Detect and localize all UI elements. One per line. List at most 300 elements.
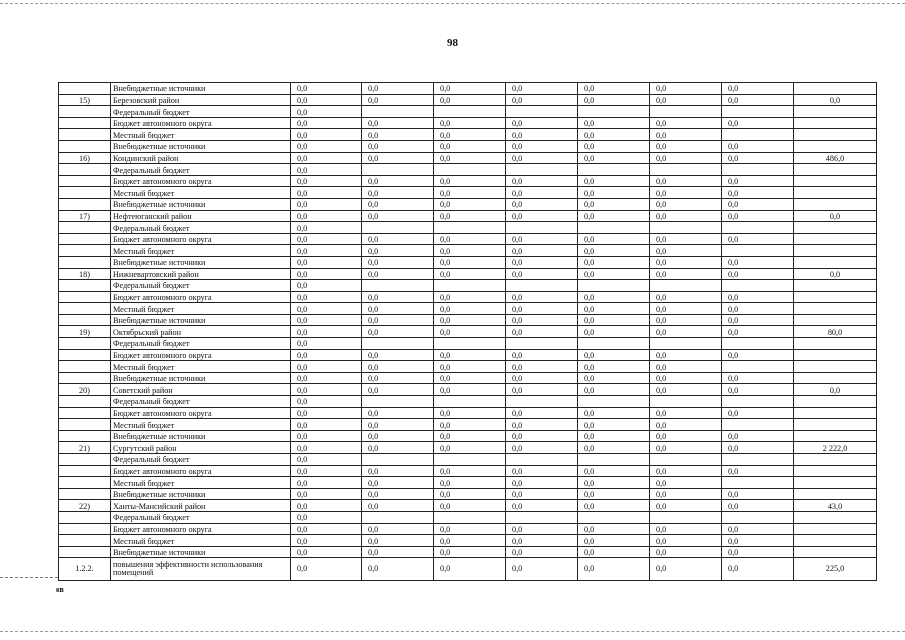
value-cell: 0,0 [650,419,722,431]
value-cell: 0,0 [650,361,722,373]
table-row [59,222,877,234]
total-cell: 225,0 [794,558,877,581]
value-cell [578,396,650,408]
value-cell: 0,0 [578,233,650,245]
value-cell: 0,0 [291,222,362,234]
value-cell: 0,0 [291,233,362,245]
table-row [59,442,877,454]
total-cell: 0,0 [794,268,877,280]
value-cell: 0,0 [362,407,434,419]
row-name-cell: Внебюджетные источники [111,256,291,268]
value-cell: 0,0 [291,372,362,384]
row-name-cell: Бюджет автономного округа [111,175,291,187]
value-cell [722,106,794,118]
row-number-cell: 19) [59,326,111,338]
value-cell: 0,0 [506,314,578,326]
row-name-cell: Местный бюджет [111,477,291,489]
value-cell: 0,0 [506,523,578,535]
value-cell: 0,0 [362,546,434,558]
table-row [59,454,877,466]
value-cell [578,454,650,466]
value-cell [722,396,794,408]
value-cell: 0,0 [506,245,578,257]
value-cell: 0,0 [362,233,434,245]
row-name-cell: Федеральный бюджет [111,106,291,118]
total-cell: 486,0 [794,152,877,164]
total-cell: 80,0 [794,326,877,338]
table-row [59,210,877,222]
value-cell: 0,0 [506,256,578,268]
total-cell [794,175,877,187]
total-cell: 43,0 [794,500,877,512]
value-cell: 0,0 [578,523,650,535]
value-cell: 0,0 [578,291,650,303]
value-cell: 0,0 [434,361,506,373]
value-cell: 0,0 [291,454,362,466]
value-cell: 0,0 [650,407,722,419]
table-row [59,500,877,512]
row-number-cell: 22) [59,500,111,512]
table-row [59,303,877,315]
value-cell: 0,0 [362,430,434,442]
value-cell: 0,0 [434,407,506,419]
value-cell: 0,0 [506,83,578,95]
value-cell: 0,0 [578,558,650,581]
value-cell: 0,0 [434,535,506,547]
value-cell: 0,0 [291,187,362,199]
row-number-cell [59,303,111,315]
value-cell: 0,0 [362,210,434,222]
row-number-cell [59,361,111,373]
value-cell: 0,0 [434,268,506,280]
value-cell [434,338,506,350]
value-cell [722,477,794,489]
value-cell: 0,0 [650,198,722,210]
value-cell: 0,0 [506,268,578,280]
value-cell: 0,0 [362,326,434,338]
value-cell: 0,0 [722,500,794,512]
value-cell: 0,0 [291,198,362,210]
value-cell: 0,0 [362,419,434,431]
value-cell: 0,0 [434,117,506,129]
value-cell [722,511,794,523]
row-name-cell: Внебюджетные источники [111,140,291,152]
row-number-cell [59,372,111,384]
row-number-cell [59,430,111,442]
row-name-cell: Кондинский район [111,152,291,164]
row-name-cell: Внебюджетные источники [111,198,291,210]
value-cell [650,511,722,523]
value-cell: 0,0 [291,523,362,535]
row-number-cell [59,314,111,326]
value-cell: 0,0 [362,314,434,326]
row-number-cell [59,407,111,419]
value-cell: 0,0 [362,523,434,535]
value-cell: 0,0 [578,384,650,396]
total-cell [794,349,877,361]
row-name-cell: Местный бюджет [111,187,291,199]
row-number-cell [59,477,111,489]
table-row [59,372,877,384]
table-row [59,129,877,141]
value-cell [434,222,506,234]
value-cell [722,164,794,176]
value-cell: 0,0 [506,500,578,512]
value-cell: 0,0 [506,129,578,141]
value-cell: 0,0 [722,233,794,245]
value-cell: 0,0 [650,94,722,106]
value-cell: 0,0 [578,349,650,361]
value-cell: 0,0 [434,83,506,95]
value-cell: 0,0 [722,407,794,419]
value-cell [506,222,578,234]
row-name-cell: Березовский район [111,94,291,106]
total-cell [794,164,877,176]
value-cell [362,106,434,118]
value-cell [578,222,650,234]
row-number-cell: 17) [59,210,111,222]
value-cell [578,511,650,523]
value-cell: 0,0 [578,187,650,199]
value-cell: 0,0 [722,303,794,315]
value-cell: 0,0 [650,256,722,268]
scan-edge-top [0,3,905,4]
row-number-cell [59,419,111,431]
value-cell [722,454,794,466]
value-cell: 0,0 [291,314,362,326]
value-cell: 0,0 [291,245,362,257]
row-number-cell [59,349,111,361]
value-cell: 0,0 [650,500,722,512]
row-number-cell [59,164,111,176]
row-number-cell: 20) [59,384,111,396]
value-cell: 0,0 [434,233,506,245]
value-cell: 0,0 [650,349,722,361]
row-number-cell [59,280,111,292]
row-number-cell [59,140,111,152]
total-cell [794,117,877,129]
value-cell: 0,0 [578,129,650,141]
row-number-cell [59,511,111,523]
value-cell [650,222,722,234]
value-cell: 0,0 [434,349,506,361]
value-cell: 0,0 [362,558,434,581]
value-cell: 0,0 [506,384,578,396]
value-cell [506,164,578,176]
total-cell: 0,0 [794,384,877,396]
value-cell [722,245,794,257]
row-name-cell: Бюджет автономного округа [111,523,291,535]
footer-mark: кв [56,587,64,594]
table-row [59,546,877,558]
value-cell: 0,0 [722,465,794,477]
value-cell: 0,0 [650,477,722,489]
value-cell: 0,0 [722,384,794,396]
total-cell [794,511,877,523]
table-row [59,314,877,326]
value-cell: 0,0 [434,303,506,315]
value-cell: 0,0 [362,117,434,129]
row-number-cell [59,233,111,245]
total-cell [794,106,877,118]
total-cell [794,419,877,431]
value-cell: 0,0 [578,372,650,384]
value-cell: 0,0 [362,256,434,268]
value-cell [650,280,722,292]
value-cell: 0,0 [506,210,578,222]
row-name-cell: Федеральный бюджет [111,280,291,292]
row-name-cell: Бюджет автономного округа [111,233,291,245]
value-cell: 0,0 [291,152,362,164]
total-cell [794,535,877,547]
total-cell [794,546,877,558]
total-cell [794,396,877,408]
value-cell: 0,0 [650,268,722,280]
value-cell: 0,0 [722,152,794,164]
total-cell [794,454,877,466]
value-cell: 0,0 [650,558,722,581]
row-name-cell: Советский район [111,384,291,396]
total-cell [794,256,877,268]
value-cell: 0,0 [434,465,506,477]
value-cell: 0,0 [291,349,362,361]
value-cell: 0,0 [291,361,362,373]
value-cell: 0,0 [650,233,722,245]
value-cell: 0,0 [506,465,578,477]
row-number-cell [59,187,111,199]
table-row [59,384,877,396]
value-cell: 0,0 [578,488,650,500]
value-cell: 0,0 [434,500,506,512]
value-cell [434,396,506,408]
total-cell [794,140,877,152]
value-cell: 0,0 [578,245,650,257]
total-cell [794,372,877,384]
value-cell: 0,0 [434,210,506,222]
value-cell: 0,0 [291,338,362,350]
table-row [59,396,877,408]
value-cell: 0,0 [722,558,794,581]
total-cell [794,291,877,303]
value-cell [434,106,506,118]
value-cell: 0,0 [506,233,578,245]
value-cell [362,280,434,292]
value-cell [722,338,794,350]
value-cell: 0,0 [578,361,650,373]
value-cell: 0,0 [434,198,506,210]
value-cell: 0,0 [362,152,434,164]
value-cell: 0,0 [578,210,650,222]
row-number-cell: 15) [59,94,111,106]
value-cell: 0,0 [578,546,650,558]
value-cell: 0,0 [434,94,506,106]
value-cell: 0,0 [578,94,650,106]
table-row [59,523,877,535]
value-cell: 0,0 [506,407,578,419]
total-cell [794,523,877,535]
value-cell: 0,0 [506,488,578,500]
value-cell: 0,0 [362,175,434,187]
row-number-cell: 18) [59,268,111,280]
row-number-cell [59,175,111,187]
value-cell: 0,0 [650,83,722,95]
table-row [59,477,877,489]
value-cell: 0,0 [434,430,506,442]
value-cell: 0,0 [434,372,506,384]
value-cell: 0,0 [506,140,578,152]
value-cell: 0,0 [506,546,578,558]
value-cell: 0,0 [434,488,506,500]
value-cell [578,106,650,118]
total-cell [794,338,877,350]
value-cell: 0,0 [578,303,650,315]
value-cell: 0,0 [506,442,578,454]
row-number-cell [59,396,111,408]
value-cell: 0,0 [722,523,794,535]
value-cell: 0,0 [362,198,434,210]
value-cell: 0,0 [291,442,362,454]
value-cell: 0,0 [362,535,434,547]
value-cell: 0,0 [434,175,506,187]
value-cell: 0,0 [434,291,506,303]
total-cell [794,430,877,442]
value-cell: 0,0 [722,488,794,500]
value-cell: 0,0 [434,546,506,558]
value-cell: 0,0 [578,326,650,338]
value-cell: 0,0 [650,488,722,500]
value-cell [506,396,578,408]
value-cell: 0,0 [650,117,722,129]
value-cell: 0,0 [506,152,578,164]
value-cell: 0,0 [578,442,650,454]
value-cell [650,338,722,350]
value-cell: 0,0 [722,83,794,95]
row-name-cell: Нефтеюганский район [111,210,291,222]
value-cell: 0,0 [291,326,362,338]
total-cell: 0,0 [794,210,877,222]
value-cell: 0,0 [650,535,722,547]
row-name-cell: Бюджет автономного округа [111,291,291,303]
table-row [59,326,877,338]
row-name-cell: Местный бюджет [111,129,291,141]
value-cell: 0,0 [291,465,362,477]
value-cell [650,106,722,118]
value-cell: 0,0 [578,407,650,419]
row-name-cell: Внебюджетные источники [111,488,291,500]
value-cell: 0,0 [650,465,722,477]
value-cell: 0,0 [362,245,434,257]
value-cell: 0,0 [362,129,434,141]
value-cell: 0,0 [578,419,650,431]
value-cell: 0,0 [291,488,362,500]
value-cell: 0,0 [722,117,794,129]
row-name-cell: Октябрьский район [111,326,291,338]
table-row [59,198,877,210]
table-row [59,430,877,442]
value-cell: 0,0 [650,152,722,164]
value-cell: 0,0 [578,152,650,164]
table-row [59,187,877,199]
value-cell: 0,0 [722,198,794,210]
row-number-cell [59,129,111,141]
value-cell: 0,0 [578,83,650,95]
value-cell: 0,0 [506,558,578,581]
value-cell [722,280,794,292]
value-cell: 0,0 [650,175,722,187]
total-cell [794,129,877,141]
value-cell: 0,0 [578,256,650,268]
row-name-cell: Местный бюджет [111,361,291,373]
value-cell [362,511,434,523]
value-cell: 0,0 [722,535,794,547]
value-cell: 0,0 [722,314,794,326]
value-cell: 0,0 [434,152,506,164]
row-name-cell: Ханты-Мансийский район [111,500,291,512]
value-cell: 0,0 [722,187,794,199]
value-cell [722,361,794,373]
value-cell: 0,0 [362,361,434,373]
value-cell: 0,0 [434,523,506,535]
value-cell: 0,0 [362,140,434,152]
value-cell: 0,0 [362,488,434,500]
value-cell: 0,0 [362,94,434,106]
value-cell: 0,0 [578,198,650,210]
value-cell: 0,0 [578,268,650,280]
row-number-cell [59,83,111,95]
value-cell: 0,0 [722,430,794,442]
value-cell: 0,0 [434,256,506,268]
value-cell: 0,0 [506,117,578,129]
value-cell: 0,0 [506,187,578,199]
value-cell: 0,0 [291,430,362,442]
value-cell: 0,0 [722,210,794,222]
value-cell: 0,0 [722,372,794,384]
value-cell: 0,0 [650,129,722,141]
value-cell: 0,0 [291,535,362,547]
table-row [59,488,877,500]
value-cell: 0,0 [506,372,578,384]
value-cell: 0,0 [434,442,506,454]
value-cell [362,164,434,176]
row-name-cell: Федеральный бюджет [111,454,291,466]
page-number: 98 [447,37,458,49]
table-row [59,164,877,176]
table-row [59,233,877,245]
value-cell: 0,0 [578,117,650,129]
total-cell: 2 222,0 [794,442,877,454]
table-row [59,407,877,419]
total-cell [794,233,877,245]
table-row [59,175,877,187]
value-cell: 0,0 [722,94,794,106]
row-name-cell: Местный бюджет [111,303,291,315]
value-cell [650,454,722,466]
row-number-cell [59,222,111,234]
table-row [59,152,877,164]
table-row [59,361,877,373]
budget-table-body [59,83,877,581]
row-name-cell: Федеральный бюджет [111,338,291,350]
value-cell: 0,0 [362,349,434,361]
value-cell [578,164,650,176]
row-number-cell [59,454,111,466]
table-row [59,465,877,477]
value-cell: 0,0 [362,477,434,489]
table-row [59,291,877,303]
value-cell: 0,0 [506,349,578,361]
value-cell: 0,0 [362,187,434,199]
value-cell: 0,0 [291,280,362,292]
